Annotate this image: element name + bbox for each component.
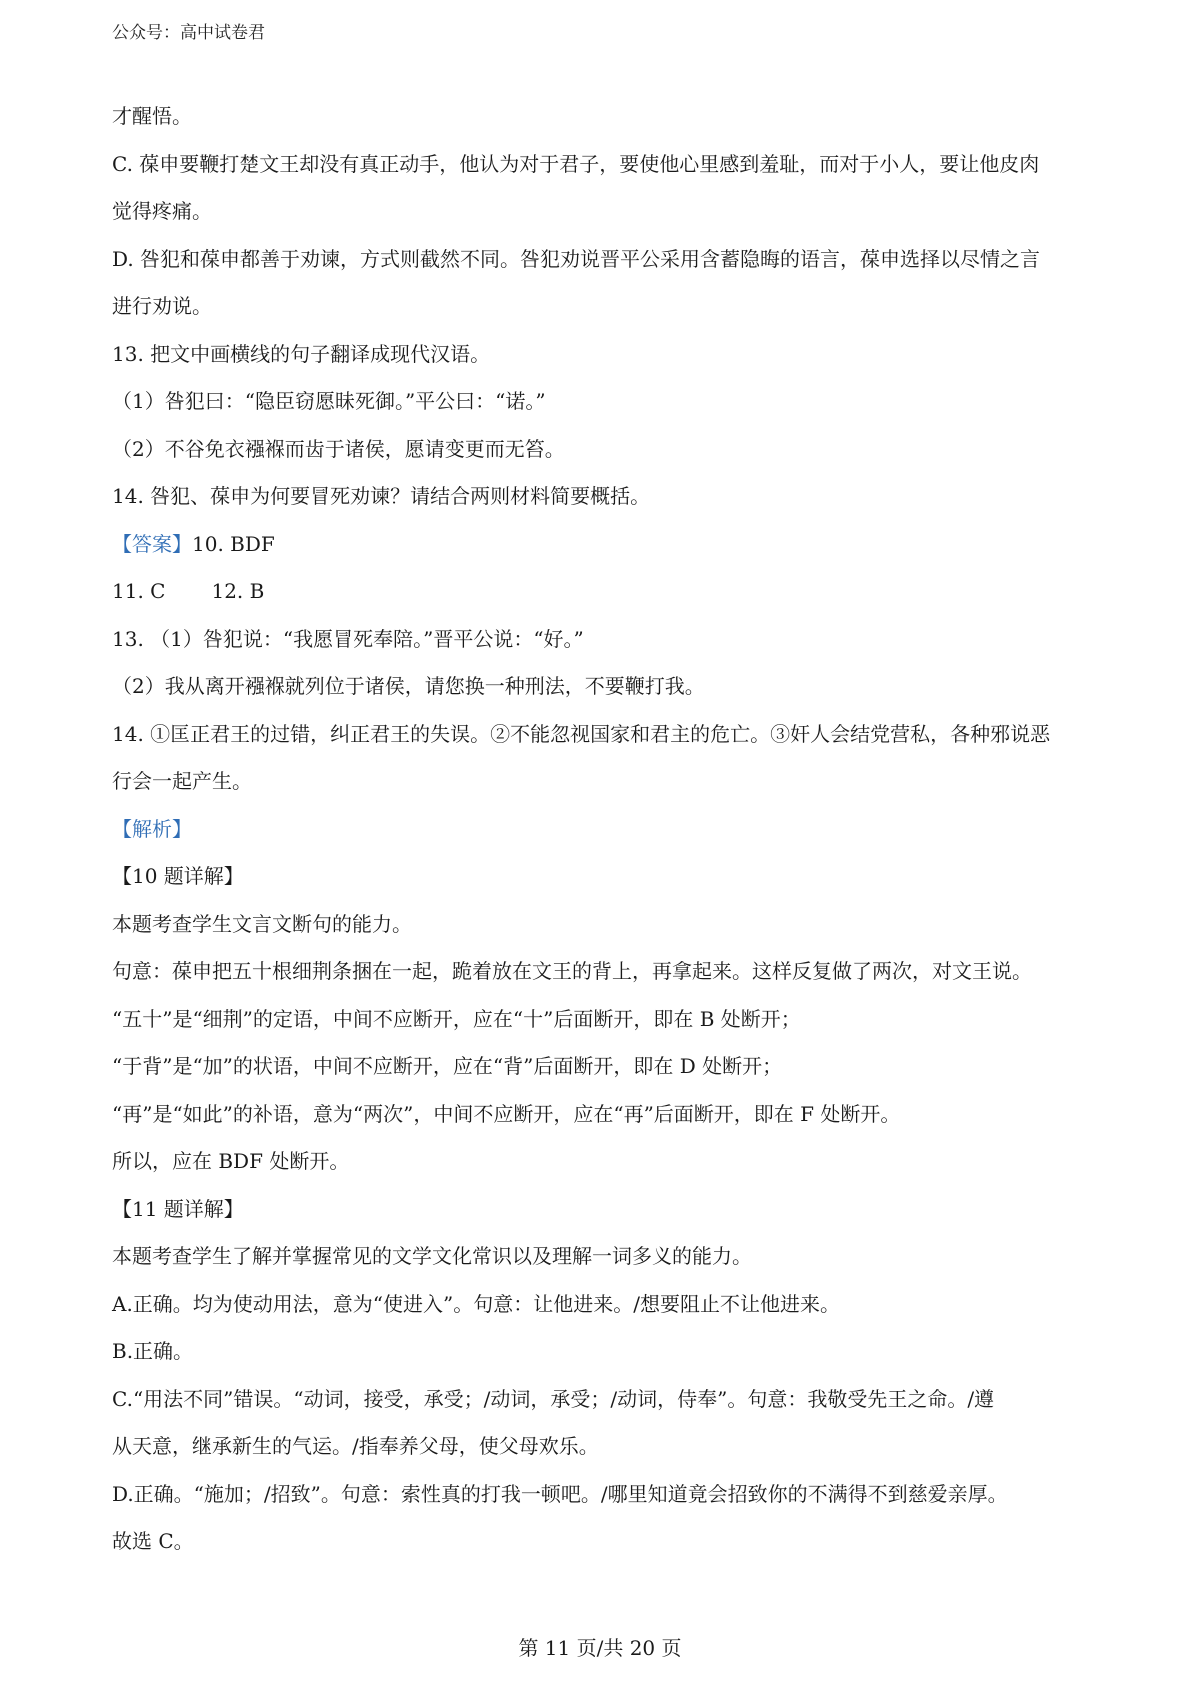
answer-14-line-1: 14. ①匡正君王的过错，纠正君王的失误。②不能忽视国家和君主的危亡。③奸人会结党营私，各种邪说恶 [112, 721, 1051, 746]
question-13-part-1: （1）咎犯曰：“隐臣窃愿昧死御。”平公曰：“诺。” [112, 389, 546, 413]
q10-detail-line: “再”是“如此”的补语，意为“两次”，中间不应断开，应在“再”后面断开，即在 F 处断开。 [112, 1101, 901, 1126]
q10-detail-line: 句意：葆申把五十根细荆条捆在一起，跪着放在文王的背上，再拿起来。这样反复做了两次，对文王说。 [112, 959, 1032, 983]
header-source-note: 公众号：高中试卷君 [112, 23, 265, 43]
question-14: 14. 咎犯、葆申为何要冒死劝谏？请结合两则材料简要概括。 [112, 484, 651, 508]
page-number-footer: 第 11 页/共 20 页 [518, 1636, 682, 1660]
answer-11: 11. C [112, 579, 166, 603]
text-line: 觉得疼痛。 [112, 199, 212, 223]
answer-12: 12. B [211, 579, 265, 603]
option-d-line: D. 咎犯和葆申都善于劝谏，方式则截然不同。咎犯劝说晋平公采用含蓄隐晦的语言，葆申选择以尽情之言 [112, 246, 1041, 271]
document-body [112, 93, 1102, 1566]
q10-detail-line: “五十”是“细荆”的定语，中间不应断开，应在“十”后面断开，即在 B 处断开； [112, 1006, 801, 1031]
q10-detail-line: 所以，应在 BDF 处断开。 [112, 1149, 350, 1173]
question-13-part-2: （2）不谷免衣襁褓而齿于诸侯，愿请变更而无笞。 [112, 436, 565, 461]
answer-label: 【答案】 [112, 531, 192, 556]
text-line: 进行劝说。 [112, 294, 212, 318]
answer-13-part-2: （2）我从离开襁褓就列位于诸侯，请您换一种刑法，不要鞭打我。 [112, 674, 705, 698]
q11-detail-line: 故选 C。 [112, 1529, 194, 1553]
q11-detail-line: D.正确。“施加；/招致”。句意：索性真的打我一顿吧。/哪里知道竟会招致你的不满得不到慈爱亲厚。 [112, 1481, 1008, 1506]
q10-detail-line: “于背”是“加”的状语，中间不应断开，应在“背”后面断开，即在 D 处断开； [112, 1054, 783, 1078]
q11-detail-line: B.正确。 [112, 1339, 194, 1363]
question-13: 13. 把文中画横线的句子翻译成现代汉语。 [112, 341, 491, 366]
answer-line [112, 521, 1102, 569]
analysis-label: 【解析】 [112, 816, 192, 841]
q10-detail-title: 【10 题详解】 [112, 864, 244, 888]
text-line: 才醒悟。 [112, 104, 192, 128]
q11-detail-line: 本题考查学生了解并掌握常见的文学文化常识以及理解一词多义的能力。 [112, 1244, 752, 1268]
answer-14-line-2: 行会一起产生。 [112, 769, 252, 793]
option-c-line: C. 葆申要鞭打楚文王却没有真正动手，他认为对于君子，要使他心里感到羞耻，而对于小人，要让他皮肉 [112, 151, 1040, 176]
answer-11-12-line [112, 568, 1102, 616]
q11-detail-title: 【11 题详解】 [112, 1196, 244, 1221]
q11-detail-line: C.“用法不同”错误。“动词，接受，承受；/动词，承受；/动词，侍奉”。句意：我敬受先王之命。/遵 [112, 1386, 995, 1411]
q10-detail-line: 本题考查学生文言文断句的能力。 [112, 911, 412, 936]
q11-detail-line: 从天意，继承新生的气运。/指奉养父母，使父母欢乐。 [112, 1434, 599, 1458]
answer-13-part-1: 13. （1）咎犯说：“我愿冒死奉陪。”晋平公说：“好。” [112, 626, 584, 651]
answer-10: 10. BDF [192, 531, 275, 556]
q11-detail-line: A.正确。均为使动用法，意为“使进入”。句意：让他进来。/想要阻止不让他进来。 [112, 1291, 840, 1316]
